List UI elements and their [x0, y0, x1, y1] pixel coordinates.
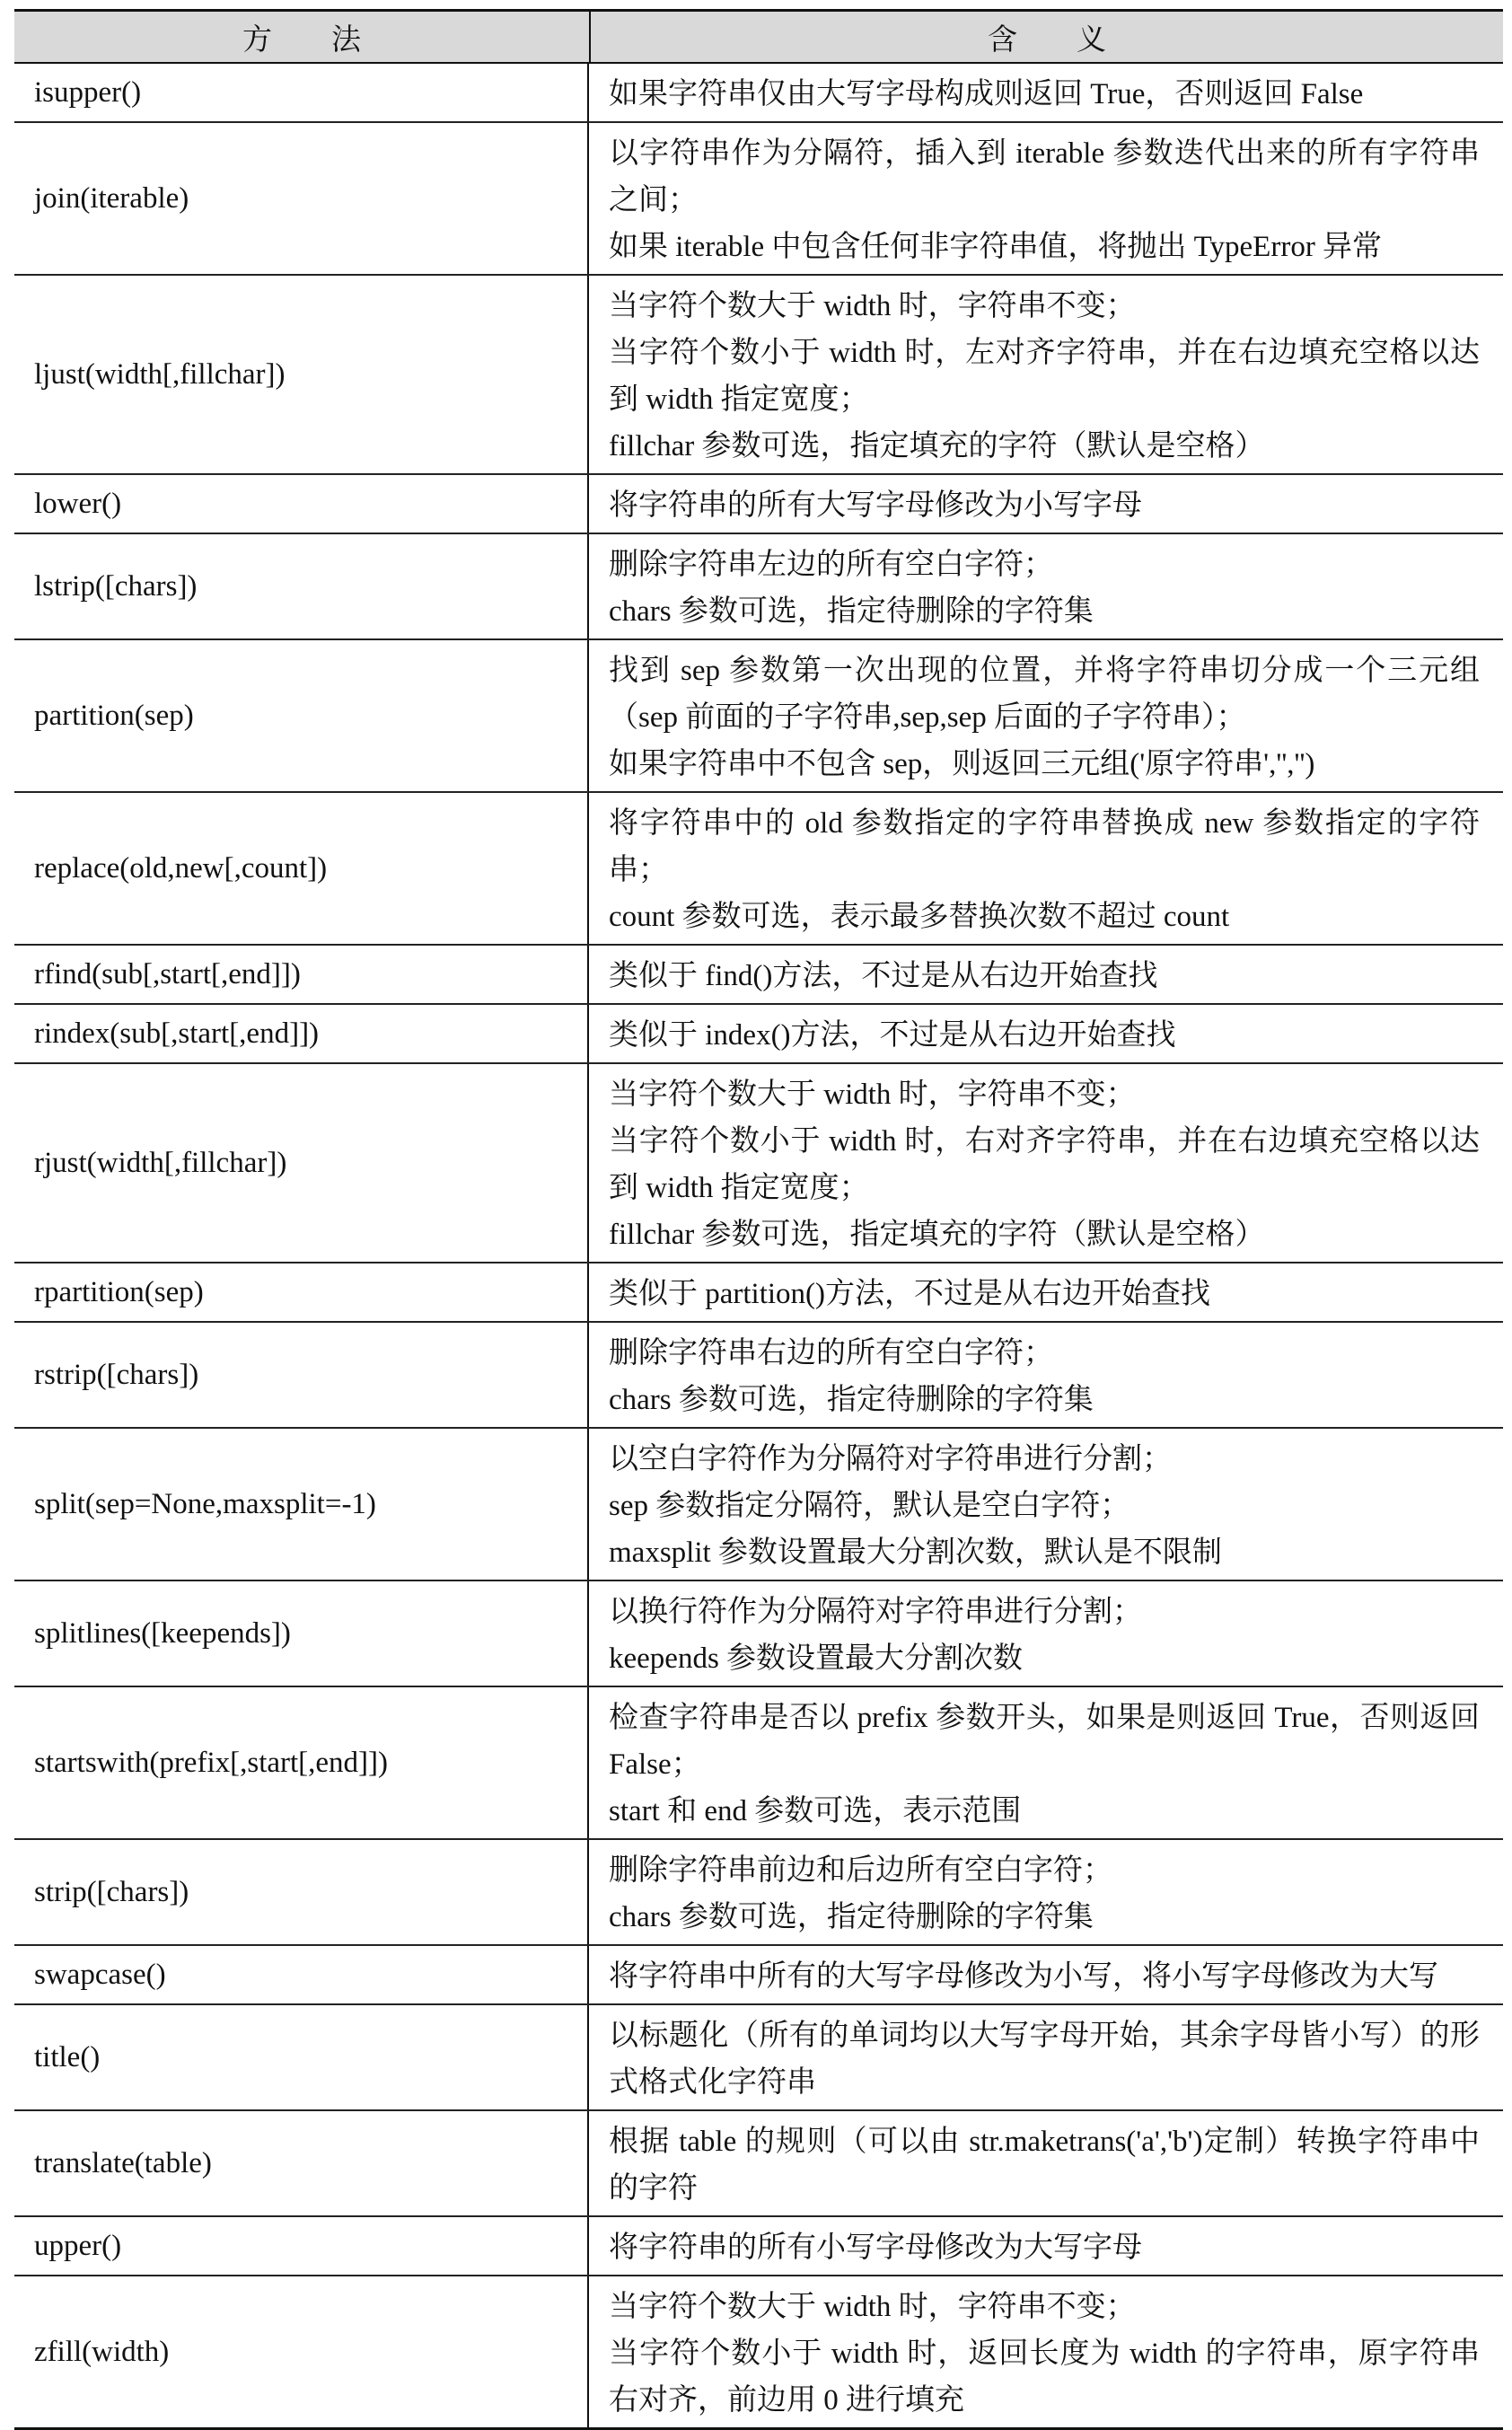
meaning-line: 将字符串的所有大写字母修改为小写字母 — [609, 489, 1142, 522]
meaning-cell — [589, 2217, 1503, 2275]
method-cell: rindex(sub[,start[,end]]) — [14, 1005, 589, 1062]
method-cell: rpartition(sep) — [14, 1263, 589, 1321]
method-cell: join(iterable) — [14, 123, 589, 274]
meaning-line: 找到 sep 参数第一次出现的位置，并将字符串切分成一个三元组（sep 前面的子字符串,sep,sep 后面的子字符串）； — [609, 655, 1480, 734]
meaning-cell — [589, 2276, 1503, 2427]
table-row — [14, 946, 1503, 1005]
table-row — [14, 1946, 1503, 2005]
meaning-line: 以空白字符作为分隔符对字符串进行分割； — [609, 1443, 1172, 1475]
table-header — [14, 12, 1503, 64]
meaning-line: 如果字符串仅由大写字母构成则返回 True，否则返回 False — [609, 78, 1364, 110]
meaning-line: 根据 table 的规则（可以由 str.maketrans('a','b')定制）转换字符串中的字符 — [609, 2126, 1480, 2205]
method-cell: upper() — [14, 2217, 589, 2275]
table-row — [14, 64, 1503, 123]
table-row — [14, 534, 1503, 640]
table-row — [14, 1323, 1503, 1429]
header-method-label: 方 法 — [242, 23, 361, 57]
meaning-cell — [589, 475, 1503, 533]
table-row — [14, 2111, 1503, 2217]
table-row — [14, 1005, 1503, 1064]
table-row — [14, 475, 1503, 534]
meaning-cell — [589, 946, 1503, 1003]
meaning-line: 类似于 index()方法，不过是从右边开始查找 — [609, 1019, 1176, 1052]
meaning-line: fillchar 参数可选，指定填充的字符（默认是空格） — [609, 1219, 1265, 1251]
meaning-line: keepends 参数设置最大分割次数 — [609, 1642, 1024, 1675]
meaning-cell — [589, 640, 1503, 791]
method-cell: zfill(width) — [14, 2276, 589, 2427]
meaning-line: 当字符个数大于 width 时，字符串不变； — [609, 2291, 1136, 2323]
meaning-line: 类似于 partition()方法，不过是从右边开始查找 — [609, 1278, 1211, 1310]
table-row — [14, 123, 1503, 276]
method-cell: rjust(width[,fillchar]) — [14, 1064, 589, 1262]
meaning-line: 将字符串中的 old 参数指定的字符串替换成 new 参数指定的字符串； — [609, 807, 1480, 886]
method-cell: lstrip([chars]) — [14, 534, 589, 638]
method-cell: startswith(prefix[,start[,end]]) — [14, 1687, 589, 1838]
meaning-line: 以换行符作为分隔符对字符串进行分割； — [609, 1596, 1142, 1628]
method-cell: strip([chars]) — [14, 1840, 589, 1944]
meaning-line: 检查字符串是否以 prefix 参数开头，如果是则返回 True，否则返回 False； — [609, 1702, 1480, 1781]
meaning-line: start 和 end 参数可选，表示范围 — [609, 1795, 1022, 1827]
meaning-line: 删除字符串前边和后边所有空白字符； — [609, 1854, 1112, 1887]
method-cell: translate(table) — [14, 2111, 589, 2215]
table-row — [14, 1687, 1503, 1840]
method-cell: ljust(width[,fillchar]) — [14, 276, 589, 473]
header-meaning-label: 含 义 — [988, 23, 1106, 57]
meaning-line: 删除字符串左边的所有空白字符； — [609, 549, 1053, 581]
header-method — [14, 12, 591, 62]
meaning-line: chars 参数可选，指定待删除的字符集 — [609, 1901, 1094, 1933]
method-cell: isupper() — [14, 64, 589, 121]
table-row — [14, 2217, 1503, 2276]
meaning-line: count 参数可选，表示最多替换次数不超过 count — [609, 901, 1230, 933]
meaning-line: fillchar 参数可选，指定填充的字符（默认是空格） — [609, 430, 1265, 462]
meaning-cell — [589, 1263, 1503, 1321]
header-meaning — [591, 12, 1503, 62]
meaning-line: 将字符串中所有的大写字母修改为小写，将小写字母修改为大写 — [609, 1960, 1438, 1993]
string-methods-table — [14, 9, 1503, 2430]
meaning-line: 当字符个数小于 width 时，左对齐字符串，并在右边填充空格以达到 width 指定宽度； — [609, 337, 1480, 416]
meaning-cell — [589, 123, 1503, 274]
table-row — [14, 276, 1503, 475]
table-row — [14, 1840, 1503, 1946]
meaning-line: 如果字符串中不包含 sep，则返回三元组('原字符串','','') — [609, 748, 1315, 780]
method-cell: splitlines([keepends]) — [14, 1581, 589, 1686]
meaning-cell — [589, 1429, 1503, 1580]
method-cell: title() — [14, 2005, 589, 2109]
table-row — [14, 1263, 1503, 1323]
method-cell: replace(old,new[,count]) — [14, 793, 589, 944]
meaning-line: 删除字符串右边的所有空白字符； — [609, 1337, 1053, 1369]
meaning-cell — [589, 793, 1503, 944]
method-cell: partition(sep) — [14, 640, 589, 791]
meaning-line: 当字符个数大于 width 时，字符串不变； — [609, 290, 1136, 322]
meaning-cell — [589, 64, 1503, 121]
meaning-line: 当字符个数小于 width 时，返回长度为 width 的字符串，原字符串右对齐，前边用 0 进行填充 — [609, 2338, 1480, 2417]
meaning-line: 以字符串作为分隔符，插入到 iterable 参数迭代出来的所有字符串之间； — [609, 137, 1480, 216]
meaning-cell — [589, 1840, 1503, 1944]
meaning-cell — [589, 1005, 1503, 1062]
table-row — [14, 1064, 1503, 1263]
method-cell: rstrip([chars]) — [14, 1323, 589, 1427]
meaning-line: 当字符个数小于 width 时，右对齐字符串，并在右边填充空格以达到 width 指定宽度； — [609, 1125, 1480, 1204]
method-cell: lower() — [14, 475, 589, 533]
method-cell: swapcase() — [14, 1946, 589, 2003]
meaning-line: maxsplit 参数设置最大分割次数，默认是不限制 — [609, 1536, 1222, 1569]
meaning-line: chars 参数可选，指定待删除的字符集 — [609, 1384, 1094, 1416]
meaning-cell — [589, 534, 1503, 638]
meaning-cell — [589, 2005, 1503, 2109]
meaning-line: 以标题化（所有的单词均以大写字母开始，其余字母皆小写）的形式格式化字符串 — [609, 2020, 1480, 2099]
meaning-line: 当字符个数大于 width 时，字符串不变； — [609, 1079, 1136, 1111]
table-row — [14, 1581, 1503, 1687]
table-row — [14, 793, 1503, 946]
meaning-cell — [589, 2111, 1503, 2215]
meaning-line: 如果 iterable 中包含任何非字符串值，将抛出 TypeError 异常 — [609, 231, 1383, 263]
method-cell: split(sep=None,maxsplit=-1) — [14, 1429, 589, 1580]
meaning-cell — [589, 276, 1503, 473]
meaning-cell — [589, 1581, 1503, 1686]
table-row — [14, 2276, 1503, 2427]
meaning-line: sep 参数指定分隔符，默认是空白字符； — [609, 1490, 1130, 1522]
meaning-cell — [589, 1323, 1503, 1427]
table-row — [14, 640, 1503, 793]
meaning-line: chars 参数可选，指定待删除的字符集 — [609, 595, 1094, 628]
meaning-cell — [589, 1687, 1503, 1838]
method-cell: rfind(sub[,start[,end]]) — [14, 946, 589, 1003]
meaning-cell — [589, 1946, 1503, 2003]
meaning-line: 类似于 find()方法，不过是从右边开始查找 — [609, 960, 1158, 992]
meaning-line: 将字符串的所有小写字母修改为大写字母 — [609, 2232, 1142, 2264]
table-row — [14, 2005, 1503, 2111]
table-body — [14, 64, 1503, 2427]
meaning-cell — [589, 1064, 1503, 1262]
table-row — [14, 1429, 1503, 1581]
